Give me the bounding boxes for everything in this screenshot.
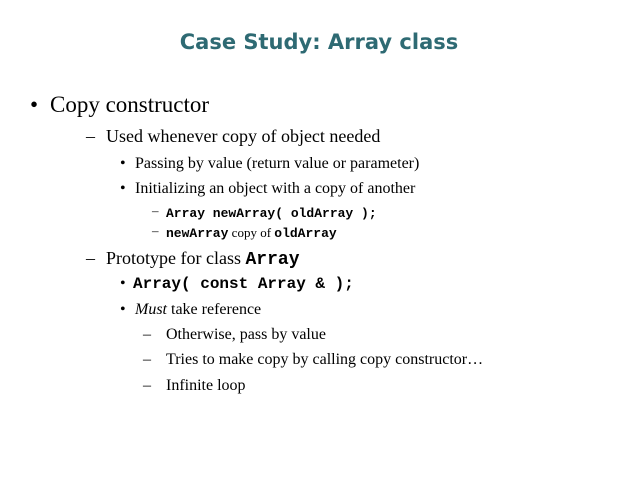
subitem-text: Prototype for class [106,248,246,268]
slide-title: Case Study: Array class [179,30,459,54]
bullet-text: Copy constructor [50,92,210,117]
item-infinite-loop [143,377,246,395]
dash-marker: – [152,223,159,238]
subitem-line [106,248,300,268]
item-text: Otherwise, pass by value [166,326,326,343]
code-line [166,225,337,240]
code-array: Array [245,250,300,270]
bullet-marker: • [120,180,126,197]
subsubitem-line [135,301,261,318]
dash-marker: – [86,126,95,146]
subsubitem-must-take-reference [120,301,261,319]
emphasis-must: Must [135,301,167,318]
item-text: Infinite loop [166,377,246,394]
subsubitem-passing-by-value [120,155,419,173]
dash-marker: – [86,248,95,268]
dash-marker: – [152,203,159,218]
subsubitem-text: Initializing an object with a copy of another [135,180,416,197]
bullet-marker: • [30,92,39,117]
subsubitem-text: Passing by value (return value or parameter) [135,155,420,172]
dash-marker: – [143,377,151,394]
code-signature: Array( const Array & ); [133,275,354,293]
subsubitem-signature [120,275,354,293]
bullet-marker: • [120,155,126,172]
item-text: Tries to make copy by calling copy constructor… [166,351,484,368]
code-snippet: Array newArray( oldArray ); [166,206,377,221]
item-tries [143,351,483,369]
subitem-text: Used whenever copy of object needed [106,126,381,146]
bullet-copy-constructor [30,92,209,118]
subsubitem-text: take reference [167,301,262,318]
subitem-used-whenever [86,126,380,147]
code-example-newarray [152,205,377,221]
bullet-marker: • [120,275,126,292]
item-otherwise [143,326,326,344]
subitem-prototype [86,248,300,270]
code-newarray: newArray [166,226,229,241]
code-example-copy-of [152,225,337,241]
subsubitem-initializing [120,180,415,198]
dash-marker: – [143,326,151,343]
dash-marker: – [143,351,151,368]
copy-of-text: copy of [228,225,275,240]
code-oldarray: oldArray [274,226,337,241]
bullet-marker: • [120,301,126,318]
